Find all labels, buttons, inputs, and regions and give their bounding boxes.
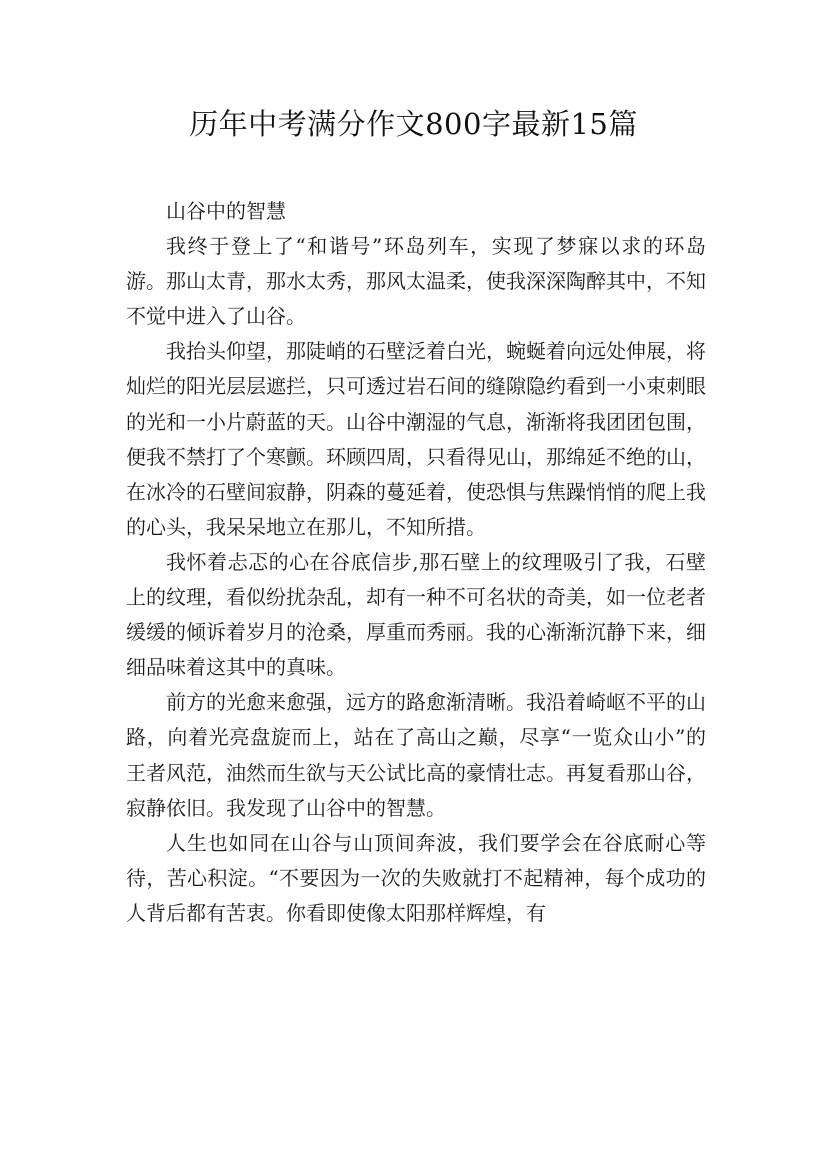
paragraph: 我抬头仰望，那陡峭的石壁泛着白光，蜿蜒着向远处伸展，将灿烂的阳光层层遮拦，只可透过岩石间的缝隙隐约看到一小束刺眼的光和一小片蔚蓝的天。山谷中潮湿的气息，渐渐将我团团包围，便我不禁打了个寒颤。环顾四周，只看得见山，那绵延不绝的山，在冰冷的石壁间寂静，阴森的蔓延着，使恐惧与焦躁悄悄的爬上我的心头，我呆呆地立在那儿，不知所措。	[126, 339, 706, 539]
section-heading: 山谷中的智慧	[166, 199, 286, 223]
paragraph: 人生也如同在山谷与山顶间奔波，我们要学会在谷底耐心等待，苦心积淀。“不要因为一次的失败就打不起精神，每个成功的人背后都有苦衷。你看即使像太阳那样辉煌，有	[126, 830, 706, 925]
document-body	[126, 194, 706, 931]
document-title: 历年中考满分作文800字最新15篇	[189, 107, 638, 141]
paragraph: 我怀着忐忑的心在谷底信步,那石壁上的纹理吸引了我，石壁上的纹理，看似纷扰杂乱，却有一种不可名状的奇美，如一位老者缓缓的倾诉着岁月的沧桑，厚重而秀丽。我的心渐渐沉静下来，细细品味着这其中的真味。	[126, 549, 706, 680]
paragraph: 我终于登上了“和谐号”环岛列车，实现了梦寐以求的环岛游。那山太青，那水太秀，那风太温柔，使我深深陶醉其中，不知不觉中进入了山谷。	[126, 234, 706, 329]
paragraph: 前方的光愈来愈强，远方的路愈渐清晰。我沿着崎岖不平的山路，向着光亮盘旋而上，站在了高山之巅，尽享“一览众山小”的王者风范，油然而生欲与天公试比高的豪情壮志。再复看那山谷，寂静依旧。我发现了山谷中的智慧。	[126, 690, 706, 820]
